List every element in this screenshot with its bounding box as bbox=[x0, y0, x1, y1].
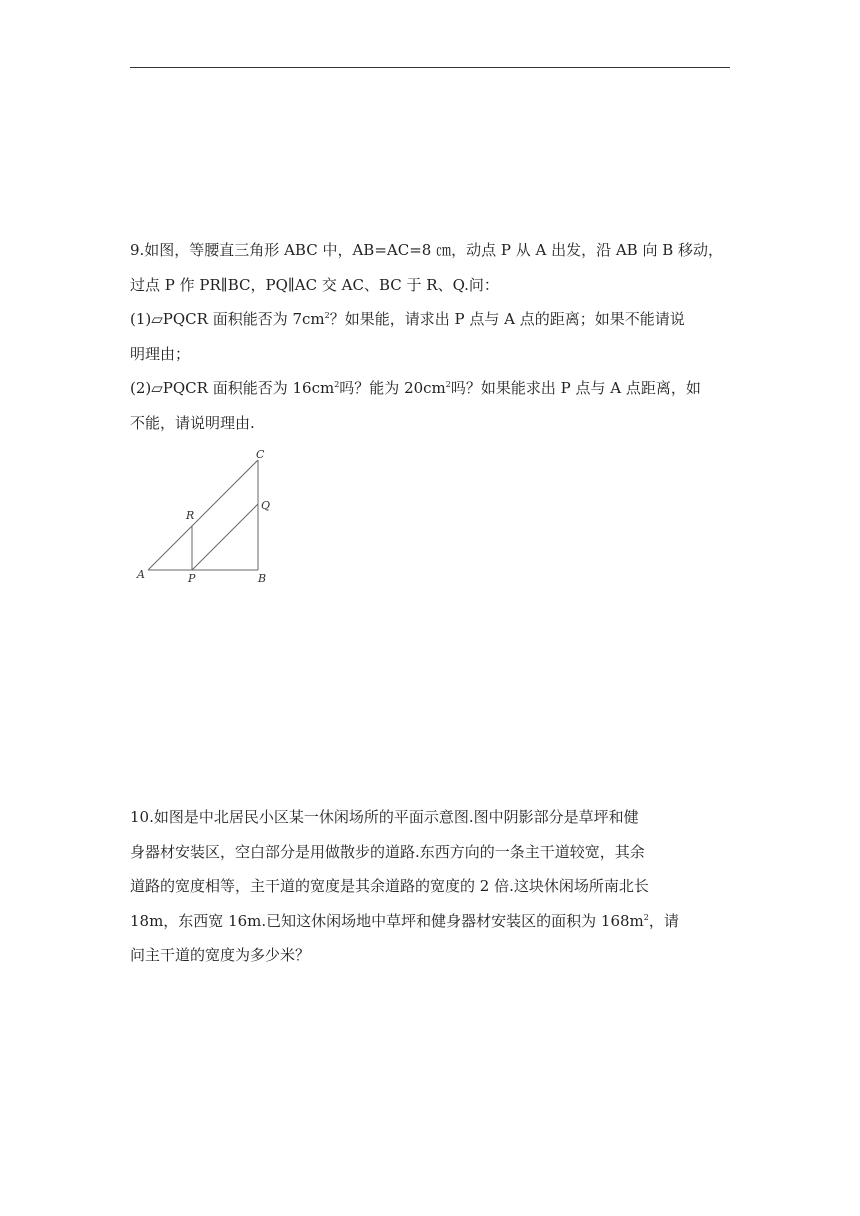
problem-9-question-1: (1)▱PQCR 面积能否为 $7cm^2$？如果能，请求出 P 点与 A 点的距离；如果不能请说 bbox=[130, 310, 685, 328]
problem-10-line-3: 道路的宽度相等，主干道的宽度是其余道路的宽度的 2 倍.这块休闲场所南北长 bbox=[130, 877, 649, 895]
problem-10-line-4: 18m，东西宽 16m.已知这休闲场地中草坪和健身器材安装区的面积为 $168m^2$，请 bbox=[130, 911, 679, 930]
label-B: B bbox=[258, 572, 267, 585]
label-C: C bbox=[256, 448, 265, 461]
problem-9-question-1-cont: 明理由； bbox=[130, 344, 191, 363]
label-P: P bbox=[188, 572, 196, 585]
problem-10-line-1: 10.如图是中北居民小区某一休闲场所的平面示意图.图中阴影部分是草坪和健 bbox=[130, 808, 639, 826]
label-A: A bbox=[137, 568, 145, 581]
segment-AC bbox=[148, 460, 258, 570]
triangle-figure bbox=[130, 446, 280, 586]
problem-10-line-2: 身器材安装区，空白部分是用做散步的道路.东西方向的一条主干道较宽，其余 bbox=[130, 842, 645, 861]
problem-9-line-2: 过点 P 作 PR∥BC，PQ∥AC 交 AC、BC 于 R、Q.问： bbox=[130, 275, 499, 294]
problem-9-line-1: 9.如图，等腰直三角形 ABC 中，AB=AC=8 ㎝，动点 P 从 A 出发，沿 AB 向 B 移动， bbox=[130, 241, 724, 259]
label-Q: Q bbox=[261, 499, 271, 512]
segment-PQ bbox=[192, 504, 258, 570]
header-rule bbox=[130, 67, 730, 68]
problem-10 bbox=[130, 800, 730, 973]
problem-9 bbox=[130, 233, 730, 440]
problem-9-question-2: (2)▱PQCR 面积能否为 $16cm^2$吗？能为 $20cm^2$吗？如果能求出 P 点与 A 点距离，如 bbox=[130, 379, 701, 397]
problem-10-line-5: 问主干道的宽度为多少米？ bbox=[130, 946, 311, 964]
label-R: R bbox=[186, 509, 195, 522]
problem-9-question-2-cont: 不能，请说明理由. bbox=[130, 413, 255, 432]
